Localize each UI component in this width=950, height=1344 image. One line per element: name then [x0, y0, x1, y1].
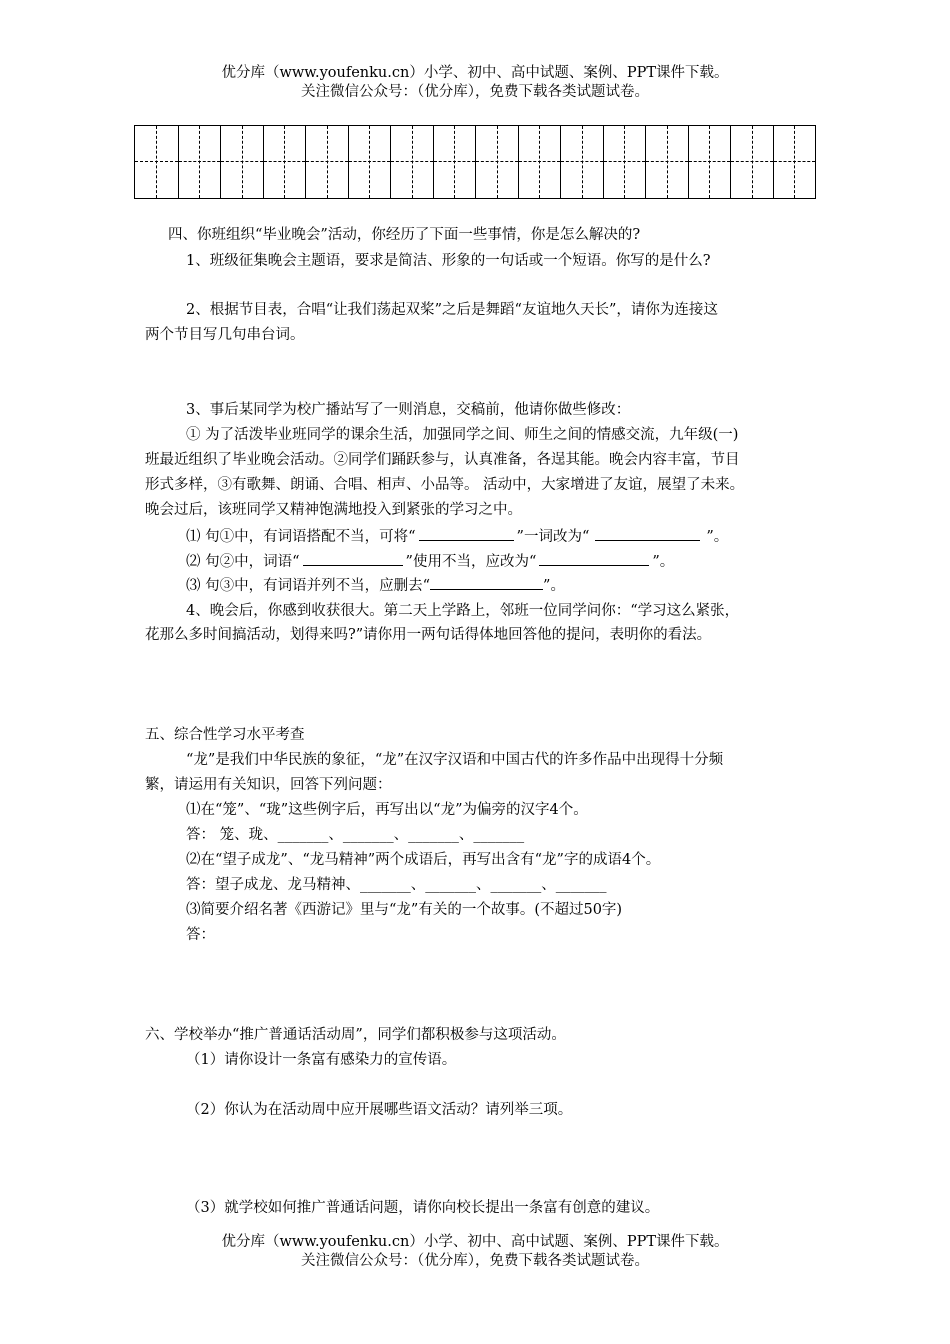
question-6-3: （3）就学校如何推广普通话问题，请你向校长提出一条富有创意的建议。 [186, 1200, 660, 1216]
question-4-3: 3、事后某同学为校广播站写了一则消息，交稿前，他请你做些修改： [186, 402, 631, 418]
question-5-2: ⑵在“望子成龙”、“龙马精神”两个成语后，再写出含有“龙”字的成语4个。 [186, 852, 661, 868]
page-footer [0, 1233, 950, 1271]
header-line-2: 关注微信公众号：（优分库），免费下载各类试题试卷。 [301, 84, 649, 100]
grid-cell[interactable] [688, 126, 731, 198]
answer-blank[interactable] [595, 526, 700, 541]
answer-blank[interactable] [539, 551, 649, 566]
grid-cell[interactable] [518, 126, 561, 198]
grid-cell[interactable] [475, 126, 518, 198]
answer-blank[interactable] [419, 526, 514, 541]
grid-cell-guide-vertical [369, 126, 370, 198]
grid-cell[interactable] [773, 126, 816, 198]
grid-cell[interactable] [263, 126, 306, 198]
sub-question-1-text-a: ⑴ 句①中，有词语搭配不当，可将“ [186, 529, 416, 545]
section-five-title: 五、综合性学习水平考查 [145, 727, 305, 743]
grid-cell-guide-vertical [582, 126, 583, 198]
grid-cell[interactable] [178, 126, 221, 198]
passage-line-4: 晚会过后，该班同学又精神饱满地投入到紧张的学习之中。 [145, 502, 522, 518]
sub-question-1-text-c: ”。 [706, 529, 729, 545]
grid-cell[interactable] [135, 126, 178, 198]
grid-cell-guide-vertical [752, 126, 753, 198]
header-line-1: 优分库（www.youfenku.cn）小学、初中、高中试题、案例、PPT课件下载。 [221, 65, 729, 81]
grid-cell-guide-vertical [624, 126, 625, 198]
grid-cell-guide-vertical [794, 126, 795, 198]
writing-grid [134, 125, 816, 199]
passage-line-1: ① 为了活泼毕业班同学的课余生活，加强同学之间、师生之间的情感交流，九年级(一) [186, 427, 739, 443]
section-five-intro-line2: 繁，请运用有关知识，回答下列问题： [145, 777, 392, 793]
footer-line-2: 关注微信公众号：（优分库），免费下载各类试题试卷。 [301, 1253, 649, 1269]
answer-5-2[interactable]: 答：望子成龙、龙马精神、_______、_______、_______、_______ [186, 877, 607, 893]
sub-question-3-text-b: ”。 [543, 578, 565, 594]
grid-cell-guide-vertical [709, 126, 710, 198]
grid-cell-guide-vertical [327, 126, 328, 198]
question-4-1: 1、班级征集晚会主题语，要求是简洁、形象的一句话或一个短语。你写的是什么? [186, 253, 711, 269]
sub-question-2-text-b: ”使用不当，应改为“ [405, 554, 537, 570]
grid-cell[interactable] [730, 126, 773, 198]
answer-5-3[interactable]: 答： [186, 927, 215, 943]
grid-cell[interactable] [433, 126, 476, 198]
grid-cell[interactable] [220, 126, 263, 198]
sub-question-1-text-b: ”一词改为“ [516, 529, 590, 545]
grid-cell[interactable] [645, 126, 688, 198]
section-six-title: 六、学校举办“推广普通话活动周”，同学们都积极参与这项活动。 [145, 1027, 566, 1043]
passage-line-3: 形式多样，③有歌舞、朗诵、合唱、相声、小品等。 活动中，大家增进了友谊，展望了未来。 [145, 477, 745, 493]
passage-line-2: 班最近组织了毕业晚会活动。②同学们踊跃参与，认真准备，各逞其能。晚会内容丰富，节目 [145, 452, 740, 468]
section-five-intro-line1: “龙”是我们中华民族的象征，“龙”在汉字汉语和中国古代的许多作品中出现得十分频 [186, 752, 724, 768]
sub-question-3 [186, 575, 565, 596]
answer-blank[interactable] [303, 551, 403, 566]
grid-cell-guide-vertical [284, 126, 285, 198]
grid-cell-guide-vertical [242, 126, 243, 198]
sub-question-3-text-a: ⑶ 句③中，有词语并列不当，应删去“ [186, 578, 431, 594]
grid-cell-guide-vertical [199, 126, 200, 198]
grid-cell-guide-vertical [412, 126, 413, 198]
sub-question-1 [186, 526, 728, 547]
question-4-2-line1: 2、根据节目表，合唱“让我们荡起双桨”之后是舞蹈“友谊地久天长”，请你为连接这 [186, 302, 718, 318]
grid-cell-guide-vertical [667, 126, 668, 198]
grid-cell-guide-vertical [156, 126, 157, 198]
question-4-4-line2: 花那么多时间搞活动，划得来吗?”请你用一两句话得体地回答他的提问，表明你的看法。 [145, 627, 712, 643]
grid-cell[interactable] [305, 126, 348, 198]
question-6-2: （2）你认为在活动周中应开展哪些语文活动？请列举三项。 [186, 1102, 573, 1118]
question-5-3: ⑶简要介绍名著《西游记》里与“龙”有关的一个故事。(不超过50字) [186, 902, 623, 918]
question-4-4-line1: 4、晚会后，你感到收获很大。第二天上学路上，邻班一位同学问你：“学习这么紧张， [186, 603, 740, 619]
page-header [0, 64, 950, 102]
grid-cell[interactable] [560, 126, 603, 198]
sub-question-2-text-c: ”。 [652, 554, 675, 570]
grid-cell-guide-vertical [539, 126, 540, 198]
section-four-title: 四、你班组织“毕业晚会”活动，你经历了下面一些事情，你是怎么解决的? [168, 227, 641, 243]
grid-cell[interactable] [348, 126, 391, 198]
question-6-1: （1）请你设计一条富有感染力的宣传语。 [186, 1052, 457, 1068]
grid-cell[interactable] [603, 126, 646, 198]
question-5-1: ⑴在“笼”、“珑”这些例字后，再写出以“龙”为偏旁的汉字4个。 [186, 802, 588, 818]
grid-cell-guide-vertical [454, 126, 455, 198]
question-4-2-line2: 两个节目写几句串台词。 [145, 327, 305, 343]
answer-blank[interactable] [430, 575, 543, 590]
grid-cell-guide-vertical [497, 126, 498, 198]
answer-5-1[interactable]: 答： 笼、珑、_______、_______、_______、_______ [186, 827, 525, 843]
footer-line-1: 优分库（www.youfenku.cn）小学、初中、高中试题、案例、PPT课件下载。 [221, 1234, 729, 1250]
sub-question-2-text-a: ⑵ 句②中，词语“ [186, 554, 300, 570]
sub-question-2 [186, 551, 674, 572]
grid-cell[interactable] [390, 126, 433, 198]
